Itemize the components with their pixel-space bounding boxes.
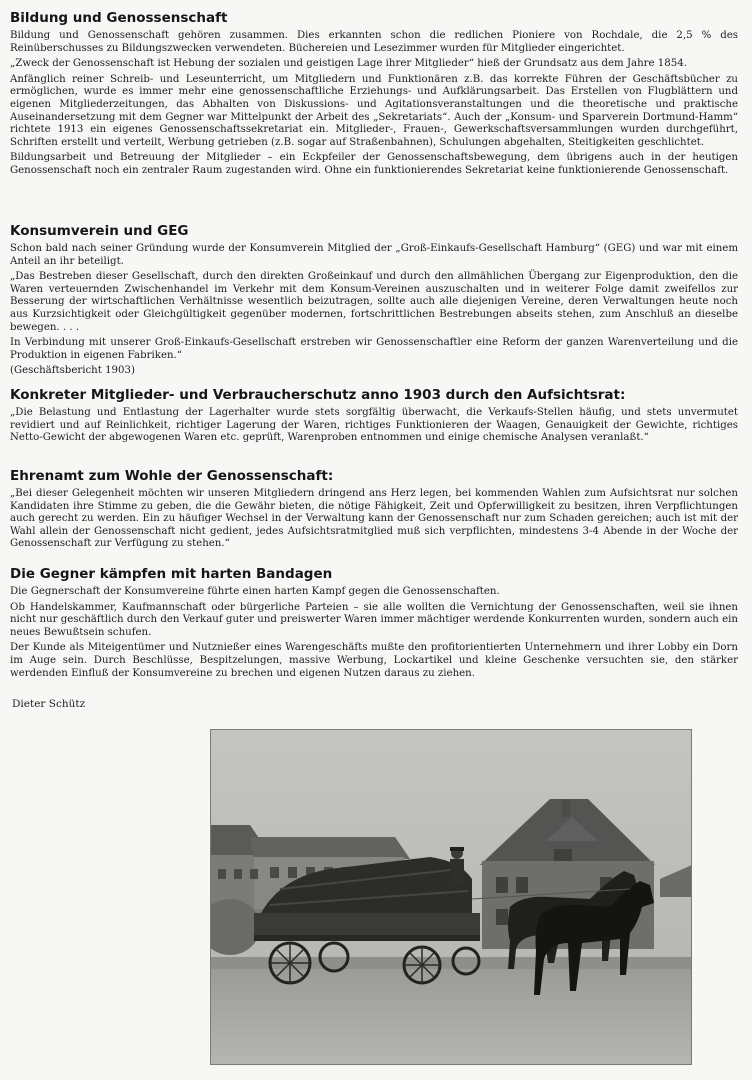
- paragraph: „Bei dieser Gelegenheit möchten wir unseren Mitgliedern dringend ans Herz legen, bei kommenden Wahlen zum Aufsichtsrat nur solchen Kandidaten ihre Stimme zu geben, die die Gewähr bieten, die nötige Fähigkeit, Zeit und Opferwilligkeit zu besitzen, ihren Verpflichtungen auch gerecht zu werden. Ein zu häufiger Wechsel in der Verwaltung kann der Genossenschaft nur zum Schaden gereichen; auch ist mit der Wahl allein der Genossenschaft nicht gedient, jedes Aufsichtsratmitglied muß sich verpflichten, mindestens 3-4 Abende in der Woche der Genossenschaft zur Verfügung zu stehen.“: [10, 488, 738, 550]
- photo-illustration: [210, 729, 692, 1065]
- section-heading: Bildung und Genossenschaft: [10, 10, 228, 26]
- section-heading: Die Gegner kämpfen mit harten Bandagen: [10, 566, 333, 582]
- horse-drawn-wagon-photo: [210, 729, 692, 1065]
- paragraph: Die Gegnerschaft der Konsumvereine führte einen harten Kampf gegen die Genossenschaften.: [10, 586, 500, 597]
- section-ehrenamt: [10, 468, 738, 554]
- section-heading: Ehrenamt zum Wohle der Genossenschaft:: [10, 468, 334, 484]
- author-name: Dieter Schütz: [12, 698, 86, 710]
- paragraph: Anfänglich reiner Schreib- und Leseunterricht, um Mitgliedern und Funktionären z.B. das korrekte Führen der Geschäftsbücher zu ermöglichen, wurde es immer mehr eine genossenschaftliche Erziehungs- und Aufklärungsarbeit. Das Erstellen von Flugblättern und eigenen Mitgliederzeitungen, das Abhalten von Diskussions- und Agitationsveranstaltungen und die theoretische und praktische Auseinandersetzung mit dem Gegner war Mittelpunkt der Arbeit des „Sekretariats“. Auch der „Konsum- und Sparverein Dortmund-Hamm“ richtete 1913 ein eigenes Genossenschaftssekretariat ein. Mitglieder-, Frauen-, Gewerkschaftsversammlungen wurden durchgeführt, Schriften erstellt und verteilt, Werbung getrieben (z.B. sogar auf Straßenbahnen), Schulungen abgehalten, Steitigkeiten geschlichtet.: [10, 73, 738, 148]
- paragraph: In Verbindung mit unserer Groß-Einkaufs-Gesellschaft erstreben wir Genossenschaftler eine Reform der ganzen Warenverteilung und die Produktion in eigenen Fabriken.“: [10, 337, 738, 361]
- paragraph: Bildung und Genossenschaft gehören zusammen. Dies erkannten schon die redlichen Pioniere von Rochdale, die 2,5 % des Reinüberschusses zu Bildungszwecken verwendeten. Büchereien und Lesezimmer wurden für Mitglieder eingerichtet.: [10, 30, 738, 54]
- paragraph: Ob Handelskammer, Kaufmannschaft oder bürgerliche Parteien – sie alle wollten die Vernichtung der Genossenschaften, weil sie ihnen nicht nur geschäftlich durch den Verkauf guter und preiswerter Waren immer mächtiger werdende Konkurrenten wurden, sondern auch ein neues Bewußtsein schufen.: [10, 601, 738, 638]
- paragraph: Schon bald nach seiner Gründung wurde der Konsumverein Mitglied der „Groß-Einkaufs-Gesellschaft Hamburg“ (GEG) und war mit einem Anteil an ihr beteiligt.: [10, 243, 738, 267]
- paragraph: „Das Bestreben dieser Gesellschaft, durch den direkten Großeinkauf und durch den allmählichen Übergang zur Eigenproduktion, den die Waren verteuernden Zwischenhandel im Verkehr mit dem Konsum-Vereinen auszuschalten und in weiterer Folge damit zweifellos zur Besserung der wirtschaftlichen Verhältnisse wesentlich beizutragen, sollte auch alle diejenigen Vereine, deren Verwaltungen heute noch aus Kurzsichtigkeit oder Gleichgültigkeit gegenüber modernen, fortschrittlichen Bestrebungen abseits stehen, zum Anschluß an dieselbe bewegen. . . .: [10, 271, 738, 333]
- paragraph: Der Kunde als Miteigentümer und Nutznießer eines Warengeschäfts mußte den profitorientierten Unternehmern und ihrer Lobby ein Dorn im Auge sein. Durch Beschlüsse, Bespitzelungen, massive Werbung, Lockartikel und kleine Geschenke versuchten sie, den stärker werdenden Einfluß der Konsumvereine zu brechen und eigenen Nutzen daraus zu ziehen.: [10, 642, 738, 679]
- section-heading: Konsumverein und GEG: [10, 223, 189, 239]
- section-verbraucherschutz: [10, 387, 738, 448]
- paragraph: „Zweck der Genossenschaft ist Hebung der sozialen und geistigen Lage ihrer Mitglieder“ hieß der Grundsatz aus dem Jahre 1854.: [10, 58, 687, 70]
- section-gegner: [10, 566, 738, 683]
- paragraph: „Die Belastung und Entlastung der Lagerhalter wurde stets sorgfältig überwacht, die Verkaufs-Stellen häufig, und stets unvermutet revidiert und auf Reinlichkeit, richtiger Lagerung der Waren, richtiges Funktionieren der Waagen, Genauigkeit der Gewichte, richtiges Netto-Gewicht der abgewogenen Waren etc. geprüft, Warenproben entnommen und einige chemische Analysen veranlaßt.“: [10, 407, 738, 444]
- section-bildung: [10, 10, 738, 181]
- section-heading: Konkreter Mitglieder- und Verbraucherschutz anno 1903 durch den Aufsichtsrat:: [10, 387, 626, 403]
- paragraph: (Geschäftsbericht 1903): [10, 365, 135, 377]
- paragraph: Bildungsarbeit und Betreuung der Mitglieder – ein Eckpfeiler der Genossenschaftsbewegung, dem übrigens auch in der heutigen Genossenschaft noch ein zentraler Raum zugestanden wird. Ohne ein funktionierendes Sekretariat keine funktionierende Genossenschaft.: [10, 152, 738, 176]
- section-konsumverein-geg: [10, 223, 738, 381]
